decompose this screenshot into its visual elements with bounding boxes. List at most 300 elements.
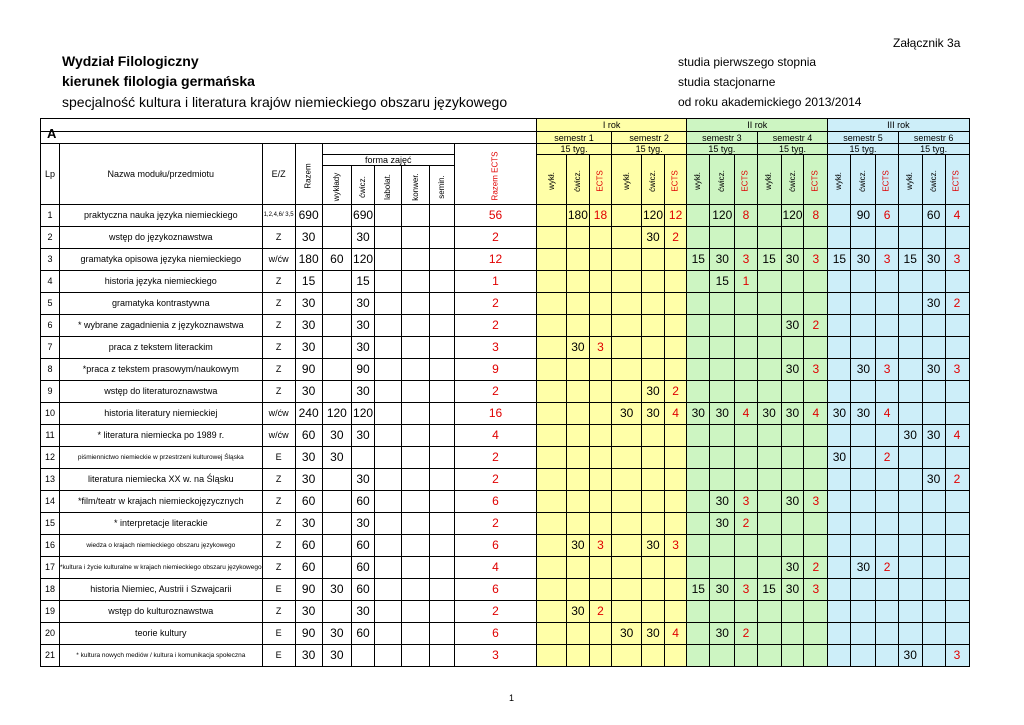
- row-ez: 1,2,4,6/ 3,5: [262, 205, 295, 227]
- sem-4-exercise: [781, 381, 804, 403]
- sem-1-lecture: [537, 513, 567, 535]
- sem-3-ects: [735, 469, 757, 491]
- table-cell: [851, 155, 876, 205]
- sem-5-exercise: [851, 447, 876, 469]
- sem-4-exercise: [781, 447, 804, 469]
- row-ez: Z: [262, 491, 295, 513]
- row-conv: [401, 447, 430, 469]
- row-ects-total: 2: [455, 381, 537, 403]
- row-sem: [430, 491, 455, 513]
- sem-2-exercise: [642, 513, 665, 535]
- sem-6-ects: 2: [945, 293, 969, 315]
- sem-3-lecture: [687, 557, 710, 579]
- forma-header: forma zajęć: [322, 155, 454, 166]
- sem-2-lecture: [612, 535, 642, 557]
- sem-1-lecture: [537, 403, 567, 425]
- sem-5-exercise: 90: [851, 205, 876, 227]
- sem-6-lecture: [898, 623, 922, 645]
- row-conv: [401, 491, 430, 513]
- sem-4-ects: [804, 381, 828, 403]
- row-name: teorie kultury: [60, 623, 263, 645]
- sem-6-lecture: [898, 381, 922, 403]
- row-name: praktyczna nauka języka niemieckiego: [60, 205, 263, 227]
- row-lectures: [322, 337, 351, 359]
- sem-3-exercise: 30: [710, 403, 735, 425]
- sem-2-ects: [664, 315, 686, 337]
- sem-1-exercise: [567, 249, 590, 271]
- sem-2-lecture: 30: [612, 623, 642, 645]
- table-row: [41, 205, 970, 227]
- sem-4-ects: [804, 227, 828, 249]
- row-ez: Z: [262, 315, 295, 337]
- sem-4-exercise: [781, 271, 804, 293]
- row-name: historia literatury niemieckiej: [60, 403, 263, 425]
- row-exercises: [352, 645, 375, 667]
- sem-2-lecture: [612, 425, 642, 447]
- row-name: *film/teatr w krajach niemieckojęzycznych: [60, 491, 263, 513]
- row-exercises: [352, 447, 375, 469]
- sem-5-ects: [876, 469, 898, 491]
- sem-5-exercise: [851, 337, 876, 359]
- sem-5-exercise: [851, 579, 876, 601]
- row-lectures: [322, 359, 351, 381]
- sem-2-exercise: [642, 579, 665, 601]
- table-cell: [710, 155, 735, 205]
- semester-2-header: semestr 2: [612, 132, 687, 144]
- sem-5-ects: [876, 623, 898, 645]
- row-ez: Z: [262, 601, 295, 623]
- sem-1-ects: [589, 425, 611, 447]
- row-exercises: 60: [352, 557, 375, 579]
- sem-1-ects: [589, 579, 611, 601]
- annex-label: Załącznik 3a: [893, 36, 961, 50]
- sem-2-lecture: [612, 513, 642, 535]
- sem-6-exercise: [922, 447, 945, 469]
- sem-6-lecture: [898, 535, 922, 557]
- sem-4-exercise: 30: [781, 249, 804, 271]
- sem-4-lecture: [757, 601, 781, 623]
- row-total: 30: [295, 293, 322, 315]
- row-lectures: [322, 557, 351, 579]
- sem-2-ects: [664, 447, 686, 469]
- sem-4-lecture: [757, 381, 781, 403]
- table-cell: [375, 166, 402, 205]
- sem-1-exercise: [567, 271, 590, 293]
- row-lab: [375, 337, 402, 359]
- sem-3-exercise: [710, 315, 735, 337]
- total-header: Razem: [303, 162, 313, 189]
- sem-6-ects: [945, 337, 969, 359]
- row-ez: Z: [262, 227, 295, 249]
- row-lp: 13: [41, 469, 60, 491]
- sem-2-ects: [664, 579, 686, 601]
- sem-1-lecture: [537, 425, 567, 447]
- row-sem: [430, 425, 455, 447]
- row-lp: 1: [41, 205, 60, 227]
- row-lectures: 30: [322, 645, 351, 667]
- row-exercises: 60: [352, 623, 375, 645]
- row-sem: [430, 557, 455, 579]
- sem-1-lecture: [537, 601, 567, 623]
- semester-4-weeks: 15 tyg.: [757, 144, 828, 155]
- row-exercises: 60: [352, 491, 375, 513]
- row-conv: [401, 469, 430, 491]
- sem-5-exercise: 30: [851, 249, 876, 271]
- sem-2-lecture: [612, 491, 642, 513]
- row-lp: 3: [41, 249, 60, 271]
- sem-2-lecture: [612, 447, 642, 469]
- sem-6-ects: [945, 227, 969, 249]
- row-name: gramatyka opisowa języka niemieckiego: [60, 249, 263, 271]
- sem-6-ects: [945, 381, 969, 403]
- sem-3-ects: 3: [735, 579, 757, 601]
- sem-6-ects: [945, 601, 969, 623]
- row-ects-total: 6: [455, 579, 537, 601]
- sem-6-exercise: 30: [922, 425, 945, 447]
- sem-1-lecture: [537, 337, 567, 359]
- sem-3-exercise: 30: [710, 579, 735, 601]
- semester-5-header: semestr 5: [828, 132, 898, 144]
- row-exercises: 30: [352, 337, 375, 359]
- sem-1-exercise: [567, 623, 590, 645]
- sem-4-lecture: [757, 645, 781, 667]
- sem-5-ects: 3: [876, 249, 898, 271]
- row-name: *praca z tekstem prasowym/naukowym: [60, 359, 263, 381]
- sem-4-ects: 2: [804, 557, 828, 579]
- sem-5-exercise: [851, 315, 876, 337]
- table-row: [41, 337, 970, 359]
- sem-2-lecture: [612, 601, 642, 623]
- sem-2-ects: [664, 645, 686, 667]
- table-row: [41, 271, 970, 293]
- row-lp: 4: [41, 271, 60, 293]
- sem-2-exercise: [642, 601, 665, 623]
- sem-2-ects: [664, 469, 686, 491]
- sem-5-lecture: [828, 359, 851, 381]
- sem-4-ects: 4: [804, 403, 828, 425]
- table-row: [41, 579, 970, 601]
- table-cell: [430, 166, 455, 205]
- table-row: [41, 425, 970, 447]
- sem-3-exercise: [710, 293, 735, 315]
- sem-3-lecture: [687, 315, 710, 337]
- year-3-header: III rok: [828, 119, 969, 132]
- sem-6-ects: [945, 535, 969, 557]
- sem-6-exercise: [922, 381, 945, 403]
- sem-5-ects: [876, 513, 898, 535]
- sem-3-col-0: wykł.: [693, 172, 703, 190]
- sem-6-col-0: wykł.: [905, 172, 915, 190]
- sem-1-ects: [589, 447, 611, 469]
- sem-3-lecture: [687, 205, 710, 227]
- sem-2-ects: 4: [664, 403, 686, 425]
- row-lp: 19: [41, 601, 60, 623]
- sem-3-lecture: [687, 535, 710, 557]
- sem-1-ects: 3: [589, 337, 611, 359]
- sem-4-ects: 3: [804, 491, 828, 513]
- row-name: wiedza o krajach niemieckiego obszaru językowego: [60, 535, 263, 557]
- sem-3-exercise: 120: [710, 205, 735, 227]
- row-lab: [375, 359, 402, 381]
- sem-4-ects: [804, 513, 828, 535]
- sem-3-exercise: 30: [710, 513, 735, 535]
- sem-2-lecture: [612, 315, 642, 337]
- sem-6-lecture: 15: [898, 249, 922, 271]
- table-cell: [642, 155, 665, 205]
- sem-3-lecture: [687, 271, 710, 293]
- sem-1-lecture: [537, 557, 567, 579]
- row-ez: Z: [262, 381, 295, 403]
- row-lectures: [322, 315, 351, 337]
- sem-5-exercise: [851, 535, 876, 557]
- sem-3-exercise: [710, 645, 735, 667]
- row-exercises: 30: [352, 425, 375, 447]
- sem-4-lecture: [757, 513, 781, 535]
- sem-4-lecture: [757, 447, 781, 469]
- sem-1-exercise: 180: [567, 205, 590, 227]
- row-lab: [375, 425, 402, 447]
- semester-2-weeks: 15 tyg.: [612, 144, 687, 155]
- sem-6-lecture: [898, 293, 922, 315]
- sem-3-exercise: [710, 359, 735, 381]
- row-lectures: [322, 293, 351, 315]
- sem-4-lecture: [757, 557, 781, 579]
- row-ects-total: 2: [455, 513, 537, 535]
- row-total: 30: [295, 601, 322, 623]
- sem-2-exercise: 30: [642, 381, 665, 403]
- row-conv: [401, 579, 430, 601]
- sem-4-ects: [804, 601, 828, 623]
- sem-3-exercise: [710, 447, 735, 469]
- sem-5-lecture: [828, 293, 851, 315]
- sem-5-exercise: [851, 513, 876, 535]
- table-cell: [757, 155, 781, 205]
- row-lectures: [322, 205, 351, 227]
- row-sem: [430, 271, 455, 293]
- sem-3-ects: [735, 557, 757, 579]
- row-ects-total: 2: [455, 469, 537, 491]
- sem-4-lecture: 15: [757, 249, 781, 271]
- row-lectures: 30: [322, 447, 351, 469]
- sem-2-ects: [664, 271, 686, 293]
- sem-2-lecture: [612, 249, 642, 271]
- table-row: [41, 513, 970, 535]
- row-ez: Z: [262, 535, 295, 557]
- curriculum-table: [40, 118, 970, 667]
- row-lectures: [322, 469, 351, 491]
- row-name: wstęp do literaturoznawstwa: [60, 381, 263, 403]
- sem-5-lecture: [828, 381, 851, 403]
- sem-2-lecture: [612, 337, 642, 359]
- row-lab: [375, 513, 402, 535]
- table-cell: [567, 155, 590, 205]
- sem-3-ects: [735, 645, 757, 667]
- sem-4-ects: 3: [804, 249, 828, 271]
- sem-1-lecture: [537, 579, 567, 601]
- row-total: 30: [295, 315, 322, 337]
- table-cell: [922, 155, 945, 205]
- row-ects-total: 3: [455, 645, 537, 667]
- sem-3-lecture: [687, 623, 710, 645]
- row-ez: E: [262, 645, 295, 667]
- study-level: studia pierwszego stopnia: [678, 55, 817, 69]
- razem-ects-header: Razem ECTS: [490, 151, 500, 200]
- row-ez: w/ćw: [262, 425, 295, 447]
- table-row: [41, 403, 970, 425]
- row-exercises: 90: [352, 359, 375, 381]
- sem-2-lecture: [612, 381, 642, 403]
- sem-4-ects: 2: [804, 315, 828, 337]
- sem-5-lecture: 15: [828, 249, 851, 271]
- row-conv: [401, 535, 430, 557]
- sem-1-col-2: ECTS: [595, 170, 605, 192]
- table-cell: [898, 155, 922, 205]
- row-lab: [375, 447, 402, 469]
- sem-6-lecture: [898, 337, 922, 359]
- row-lab: [375, 469, 402, 491]
- row-exercises: 120: [352, 403, 375, 425]
- row-exercises: 120: [352, 249, 375, 271]
- sem-3-lecture: 15: [687, 249, 710, 271]
- sem-1-lecture: [537, 359, 567, 381]
- sem-3-exercise: [710, 557, 735, 579]
- table-cell: [295, 144, 322, 205]
- row-exercises: 15: [352, 271, 375, 293]
- table-row: [41, 359, 970, 381]
- sem-5-lecture: [828, 425, 851, 447]
- semester-3-weeks: 15 tyg.: [687, 144, 757, 155]
- sem-1-exercise: [567, 315, 590, 337]
- sem-5-exercise: [851, 271, 876, 293]
- row-sem: [430, 381, 455, 403]
- sem-6-exercise: 30: [922, 359, 945, 381]
- sem-2-ects: 12: [664, 205, 686, 227]
- sem-2-ects: 2: [664, 227, 686, 249]
- sem-1-exercise: [567, 513, 590, 535]
- sem-5-exercise: [851, 491, 876, 513]
- sem-3-exercise: 30: [710, 249, 735, 271]
- sem-1-ects: [589, 271, 611, 293]
- sem-4-exercise: 30: [781, 557, 804, 579]
- semester-1-weeks: 15 tyg.: [537, 144, 612, 155]
- row-lp: 5: [41, 293, 60, 315]
- year-2-header: II rok: [687, 119, 828, 132]
- table-cell: [612, 155, 642, 205]
- sem-4-lecture: 15: [757, 579, 781, 601]
- sem-1-lecture: [537, 447, 567, 469]
- sem-3-exercise: [710, 601, 735, 623]
- row-name: * interpretacje literackie: [60, 513, 263, 535]
- row-name: wstęp do językoznawstwa: [60, 227, 263, 249]
- sem-1-exercise: [567, 403, 590, 425]
- sem-3-col-2: ECTS: [740, 170, 750, 192]
- row-exercises: 690: [352, 205, 375, 227]
- table-cell: [352, 166, 375, 205]
- row-total: 60: [295, 535, 322, 557]
- sem-3-ects: [735, 447, 757, 469]
- row-total: 30: [295, 381, 322, 403]
- sem-2-lecture: [612, 469, 642, 491]
- sem-2-col-1: ćwicz.: [648, 170, 658, 192]
- sem-1-exercise: 30: [567, 535, 590, 557]
- row-conv: [401, 403, 430, 425]
- sem-4-ects: [804, 425, 828, 447]
- sem-4-lecture: [757, 205, 781, 227]
- sem-6-ects: 3: [945, 359, 969, 381]
- sem-4-exercise: 30: [781, 403, 804, 425]
- row-total: 15: [295, 271, 322, 293]
- sem-1-lecture: [537, 469, 567, 491]
- row-conv: [401, 249, 430, 271]
- sem-4-exercise: 30: [781, 579, 804, 601]
- row-ects-total: 2: [455, 227, 537, 249]
- forma-col-1: ćwicz.: [358, 175, 368, 198]
- sem-5-ects: [876, 601, 898, 623]
- sem-4-lecture: [757, 271, 781, 293]
- sem-5-col-0: wykł.: [834, 172, 844, 190]
- row-total: 90: [295, 623, 322, 645]
- row-ez: Z: [262, 469, 295, 491]
- sem-1-exercise: 30: [567, 337, 590, 359]
- sem-2-exercise: [642, 645, 665, 667]
- sem-4-ects: [804, 447, 828, 469]
- sem-6-exercise: 60: [922, 205, 945, 227]
- sem-4-ects: [804, 293, 828, 315]
- sem-4-exercise: 30: [781, 315, 804, 337]
- row-sem: [430, 227, 455, 249]
- sem-6-ects: [945, 315, 969, 337]
- header-row-years: [41, 119, 970, 132]
- sem-2-ects: [664, 359, 686, 381]
- sem-4-ects: [804, 645, 828, 667]
- sem-2-exercise: [642, 557, 665, 579]
- sem-5-exercise: [851, 425, 876, 447]
- sem-5-ects: [876, 293, 898, 315]
- table-cell: [687, 155, 710, 205]
- row-sem: [430, 469, 455, 491]
- sem-1-col-1: ćwicz.: [572, 170, 582, 192]
- sem-4-lecture: [757, 425, 781, 447]
- row-sem: [430, 293, 455, 315]
- sem-6-ects: [945, 447, 969, 469]
- sem-5-ects: [876, 381, 898, 403]
- sem-2-exercise: [642, 359, 665, 381]
- row-lp: 7: [41, 337, 60, 359]
- row-total: 90: [295, 359, 322, 381]
- sem-1-ects: [589, 403, 611, 425]
- row-lp: 16: [41, 535, 60, 557]
- sem-6-col-2: ECTS: [952, 170, 961, 192]
- row-conv: [401, 359, 430, 381]
- sem-4-lecture: [757, 469, 781, 491]
- row-exercises: 30: [352, 381, 375, 403]
- sem-3-lecture: [687, 601, 710, 623]
- sem-6-exercise: [922, 315, 945, 337]
- sem-4-lecture: [757, 491, 781, 513]
- sem-2-exercise: 30: [642, 403, 665, 425]
- sem-2-ects: [664, 249, 686, 271]
- row-lp: 8: [41, 359, 60, 381]
- sem-2-col-2: ECTS: [670, 170, 680, 192]
- row-exercises: 30: [352, 601, 375, 623]
- sem-1-exercise: [567, 293, 590, 315]
- sem-4-exercise: [781, 645, 804, 667]
- row-lectures: 30: [322, 579, 351, 601]
- sem-2-lecture: [612, 645, 642, 667]
- sem-5-ects: [876, 315, 898, 337]
- row-name: * kultura nowych mediów / kultura i komunikacja społeczna: [60, 645, 263, 667]
- row-lp: 20: [41, 623, 60, 645]
